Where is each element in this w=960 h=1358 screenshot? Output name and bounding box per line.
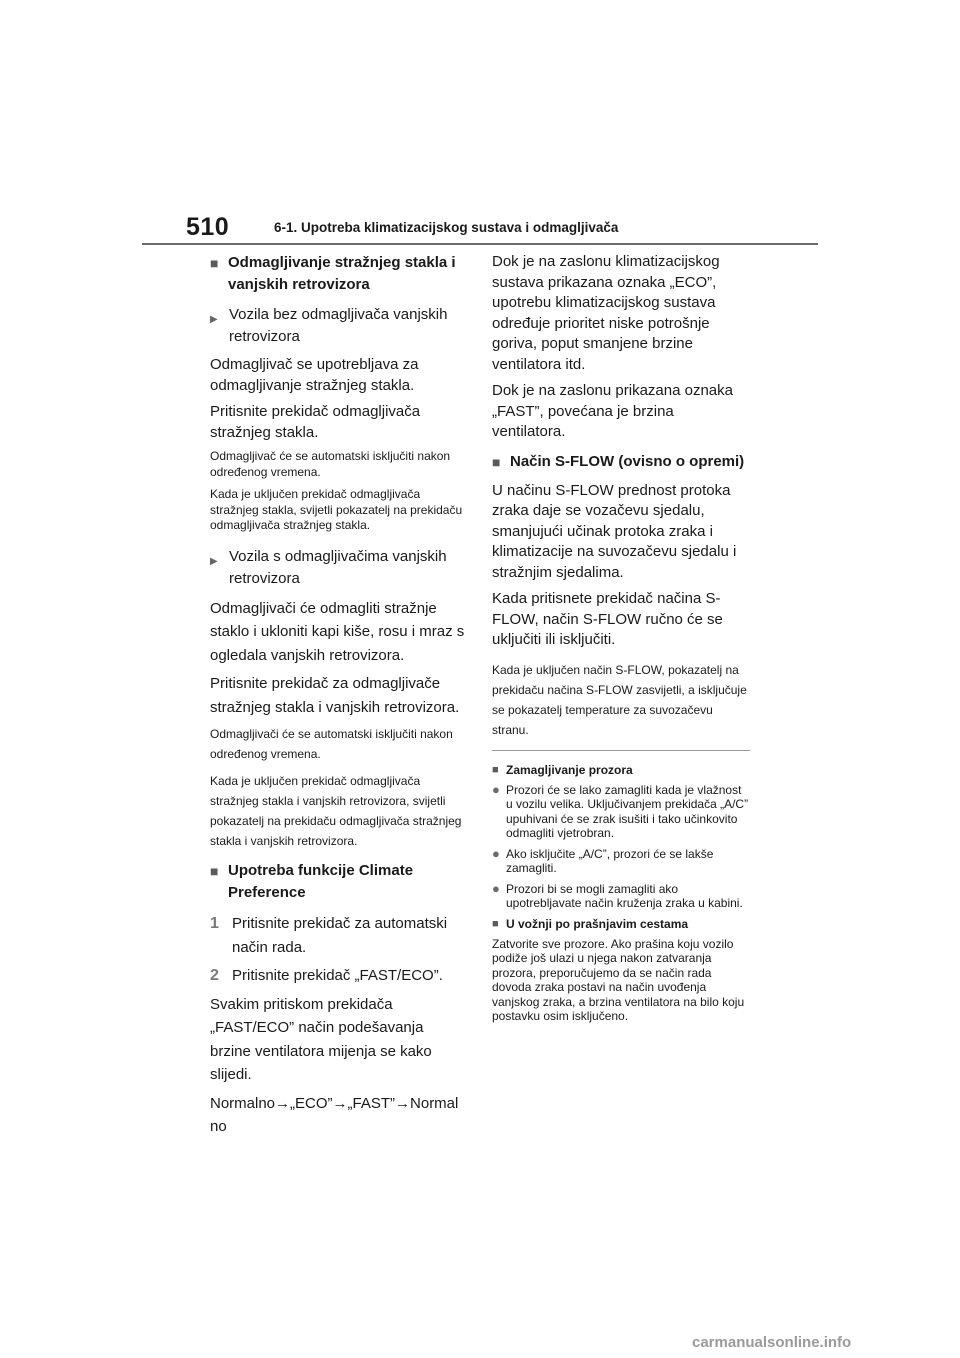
step-text: Pritisnite prekidač „FAST/ECO”. (232, 967, 443, 984)
heading-s-flow (492, 451, 750, 473)
square-icon: ■ (492, 453, 501, 470)
paragraph: Pritisnite prekidač za odmagljivače stražnjeg stakla i vanjskih retrovizora. (210, 675, 460, 716)
notes-divider (492, 750, 750, 751)
paragraph: Kada pritisnete prekidač načina S-FLOW, način S-FLOW ručno će se uključiti ili isključiti. (492, 590, 723, 648)
subheading-text: Vozila s odmagljivačima vanjskih retrovizora (229, 547, 447, 587)
heading-text: Upotreba funkcije Climate Preference (228, 862, 414, 901)
paragraph: Odmagljivač se upotrebljava za odmagljivanje stražnjeg stakla. (210, 356, 419, 394)
subheading-text: Vozila bez odmagljivača vanjskih retrovizora (229, 306, 448, 345)
bullet-item (492, 882, 750, 911)
paragraph: Dok je na zaslonu klimatizacijskog sustava prikazana oznaka „ECO”, upotrebu klimatizacijskog sustava određuje prioritet niske potrošnje goriva, poput smanjene brzine ventilatora itd. (492, 253, 720, 373)
paragraph: Pritisnite prekidač odmagljivača stražnjeg stakla. (210, 403, 421, 441)
square-icon: ■ (492, 917, 499, 930)
bullet-text: Prozori će se lako zamagliti kada je vlažnost u vozilu velika. Uključivanjem prekidača „A/C” upuhivani će se zrak isušiti i tako učinkovito odmagliti vjetrobran. (506, 782, 749, 840)
small-note: Kada je uključen prekidač odmagljivača stražnjeg stakla i vanjskih retrovizora, svijetli pokazatelj na prekidaču odmagljivača stražnjeg stakla i vanjskih retrovizora. (210, 774, 462, 848)
paragraph: Normalno→„ECO”→„FAST”→Normalno (210, 1094, 459, 1135)
header-divider (142, 243, 818, 245)
step-1 (210, 912, 466, 959)
small-note: Kada je uključen način S-FLOW, pokazatelj na prekidaču načina S-FLOW zasvijetli, a isključuje se pokazatelj temperature za suvozačevu stranu. (492, 662, 747, 737)
note-heading-fogging (492, 763, 750, 778)
section-title: 6-1. Upotreba klimatizacijskog sustava i odmagljivača (274, 220, 619, 235)
bullet-icon: ● (492, 781, 500, 797)
paragraph: Svakim pritiskom prekidača „FAST/ECO” način podešavanja brzine ventilatora mijenja se kako slijedi. (210, 995, 432, 1083)
heading-defogger (210, 252, 466, 296)
bullet-text: Ako isključite „A/C”, prozori će se lakše zamagliti. (506, 846, 714, 875)
subheading-no-mirror-defogger (210, 304, 466, 348)
triangle-icon: ▶ (210, 555, 218, 567)
step-number: 2 (210, 967, 219, 984)
watermark: carmanualsonline.info (692, 1334, 852, 1351)
heading-climate-preference (210, 860, 466, 904)
small-note: Kada je uključen prekidač odmagljivača stražnjeg stakla, svijetli pokazatelj na prekidaču odmagljivača stražnjeg stakla. (210, 487, 463, 532)
triangle-icon: ▶ (210, 314, 218, 325)
bullet-item (492, 783, 750, 841)
note-heading-text: Zamagljivanje prozora (506, 762, 633, 777)
step-number: 1 (210, 915, 219, 932)
paragraph: U načinu S-FLOW prednost protoka zraka daje se vozačevu sjedalu, smanjujući učinak protoka zraka i klimatizacije na suvozačevu sjedalu i stražnjim sjedalima. (492, 481, 737, 581)
note-paragraph: Zatvorite sve prozore. Ako prašina koju vozilo podiže još ulazi u njega nakon zatvaranja prozora, preporučujemo da se način rada dovoda zraka postavi na način uvođenja vanjskog zraka, a brzina ventilatora na bilo koju postavku osim isključeno. (492, 936, 745, 1023)
square-icon: ■ (210, 863, 219, 879)
paragraph: Dok je na zaslonu prikazana oznaka „FAST”, povećana je brzina ventilatora. (492, 382, 733, 440)
step-2 (210, 964, 466, 988)
bullet-item (492, 847, 750, 876)
note-heading-dusty-roads (492, 917, 750, 932)
heading-text: Odmagljivanje stražnjeg stakla i vanjskih retrovizora (228, 254, 456, 293)
note-heading-text: U vožnji po prašnjavim cestama (506, 916, 689, 931)
small-note: Odmagljivač će se automatski isključiti nakon određenog vremena. (210, 449, 451, 479)
square-icon: ■ (492, 763, 499, 776)
left-column (210, 252, 466, 1144)
small-note: Odmagljivači će se automatski isključiti nakon određenog vremena. (210, 727, 453, 761)
heading-text: Način S-FLOW (ovisno o opremi) (510, 452, 745, 470)
step-text: Pritisnite prekidač za automatski način rada. (232, 915, 448, 956)
bullet-icon: ● (492, 880, 500, 896)
bullet-icon: ● (492, 845, 500, 861)
page-number: 510 (186, 213, 230, 241)
right-column (492, 252, 750, 1024)
subheading-mirror-defoggers (210, 546, 466, 590)
bullet-text: Prozori bi se mogli zamagliti ako upotrebljavate način kruženja zraka u kabini. (506, 881, 743, 910)
paragraph: Odmagljivači će odmagliti stražnje staklo i ukloniti kapi kiše, rosu i mraz s ogledala vanjskih retrovizora. (210, 599, 465, 664)
square-icon: ■ (210, 255, 219, 271)
